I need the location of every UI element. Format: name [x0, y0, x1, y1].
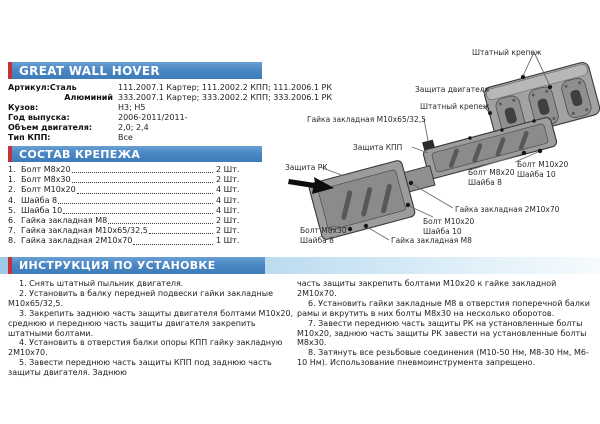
- spec-label: Тип КПП:: [8, 133, 51, 142]
- instruction-step: 5. Завести переднюю часть защиты КПП под заднюю часть защиты двигателя. Заднюю: [8, 358, 272, 378]
- fastener-row: [8, 216, 248, 226]
- instruction-step: 7. Завести переднюю часть защиты РК на установленные болты М10х20, заднюю часть защиты РК завести на установленные болты М8х30.: [297, 318, 587, 348]
- fastener-row: [8, 206, 248, 216]
- label-shayba-8-r: Шайба 8: [468, 178, 502, 187]
- fastener-qty: 2 Шт.: [216, 216, 240, 226]
- fastener-num: 1.: [8, 175, 16, 185]
- fastener-row: [8, 175, 248, 185]
- fastener-qty: 2 Шт.: [216, 175, 240, 185]
- fastener-list: [8, 165, 248, 247]
- fastener-num: 1.: [8, 165, 16, 174]
- fastener-name: Болт М8х30: [21, 175, 71, 185]
- label-bolt-m8x20: Болт М8х20: [468, 168, 515, 177]
- fastener-row: [8, 196, 248, 206]
- label-shayba-10-bottom: Шайба 10: [423, 227, 462, 236]
- brand-header-bar: [8, 62, 262, 79]
- installation-diagram: [278, 38, 600, 250]
- spec-label: Год выпуска:: [8, 113, 70, 122]
- dot-leader: [72, 182, 213, 183]
- spec-label: Артикул:Сталь: [8, 83, 77, 92]
- label-zashchita-dvigatelya: Защита двигателя: [415, 85, 489, 94]
- spec-label: Объем двигателя:: [8, 123, 93, 132]
- fastener-qty: 4 Шт.: [216, 195, 240, 205]
- spec-value: H3; H5: [118, 103, 146, 112]
- spec-value: 111.2007.1 Картер; 111.2002.2 КПП; 111.2006.1 РК: [118, 83, 333, 92]
- label-shayba-10-right: Шайба 10: [517, 170, 556, 179]
- instruction-step: 1. Снять штатный пыльник двигателя.: [19, 279, 184, 288]
- spec-label: Алюминий: [64, 93, 113, 102]
- instructions-title: ИНСТРУКЦИЯ ПО УСТАНОВКЕ: [19, 259, 216, 272]
- spec-value: Все: [118, 133, 133, 142]
- label-bolt-m10x20-bottom: Болт М10х20: [423, 217, 475, 226]
- label-shtatny-krepezh-mid: Штатный крепеж: [420, 102, 490, 111]
- fastener-num: 6.: [8, 216, 16, 226]
- fastener-name: Гайка закладная М8: [21, 216, 108, 226]
- spec-value: 333.2007.1 Картер; 333.2002.2 КПП; 333.2006.1 РК: [118, 93, 333, 102]
- fastener-num: 2.: [8, 185, 16, 195]
- label-shtatny-krepezh-top: Штатный крепеж: [472, 48, 542, 57]
- dot-leader: [58, 203, 213, 204]
- label-zashchita-rk: Защита РК: [285, 163, 328, 172]
- fasteners-header-bar: [8, 146, 262, 162]
- instructions-col-left: [8, 279, 294, 378]
- dot-leader: [149, 233, 213, 234]
- label-gayka-m8: Гайка закладная М8: [391, 236, 472, 245]
- fastener-name: Болт М8х20: [21, 165, 71, 174]
- dot-leader: [72, 172, 213, 173]
- instruction-step: 6. Установить гайки закладные М8 в отверстия поперечной балки рамы и вкрутить в них болты М8х30 на несколько оборотов.: [297, 298, 590, 318]
- dot-leader: [108, 223, 213, 224]
- spec-value: 2,0; 2,4: [118, 123, 149, 132]
- label-shayba-8-left: Шайба 8: [300, 236, 334, 245]
- fastener-num: 8.: [8, 236, 16, 246]
- fastener-name: Гайка закладная М10х65/32,5: [21, 226, 148, 236]
- dot-leader: [133, 244, 213, 245]
- label-gayka-m10x65: Гайка закладная М10х65/32,5: [307, 115, 426, 124]
- fastener-name: Гайка закладная 2М10х70: [21, 236, 133, 246]
- instruction-step: 8. Затянуть все резьбовые соединения (М10-50 Нм, М8-30 Нм, М6-10 Нм). Использование пневмоинструмента запрещено.: [297, 348, 589, 368]
- spec-value: 2006-2011/2011-: [118, 113, 188, 122]
- fastener-row: [8, 236, 248, 246]
- fastener-num: 4.: [8, 195, 16, 205]
- instruction-step: 2. Установить в балку передней подвески гайки закладные М10х65/32,5.: [8, 288, 274, 308]
- instructions-col-right: [297, 279, 595, 368]
- label-zashchita-kpp: Защита КПП: [353, 143, 403, 152]
- fastener-num: 7.: [8, 226, 16, 236]
- fastener-name: Шайба 8: [21, 195, 58, 205]
- instruction-step: 4. Установить в отверстия балки опоры КПП гайку закладную 2М10х70.: [8, 338, 283, 358]
- fastener-qty: 2 Шт.: [216, 226, 240, 236]
- instructions-header-bar: [8, 257, 265, 274]
- fastener-qty: 4 Шт.: [216, 205, 240, 215]
- fastener-row: [8, 165, 248, 175]
- fastener-name: Шайба 10: [21, 205, 63, 215]
- fasteners-title: СОСТАВ КРЕПЕЖА: [19, 147, 141, 161]
- spec-label: Кузов:: [8, 103, 39, 112]
- fastener-qty: 2 Шт.: [216, 165, 240, 174]
- instruction-step: 3. Закрепить заднюю часть защиты двигателя болтами М10х20, среднюю и переднюю часть защиты двигателя закрепить штатными болтами.: [8, 308, 294, 338]
- fastener-row: [8, 185, 248, 195]
- dot-leader: [63, 213, 213, 214]
- fastener-qty: 1 Шт.: [216, 236, 240, 246]
- dot-leader: [77, 193, 213, 194]
- label-bolt-m8x30: Болт М8х30: [300, 226, 347, 235]
- instruction-step: часть защиты закрепить болтами М10х20 к гайке закладной 2М10х70.: [297, 279, 557, 298]
- fastener-row: [8, 226, 248, 236]
- fastener-name: Болт М10х20: [21, 185, 76, 195]
- fastener-qty: 4 Шт.: [216, 185, 240, 195]
- label-gayka-2m10x70: Гайка закладная 2М10х70: [455, 205, 560, 214]
- fastener-num: 5.: [8, 205, 16, 215]
- label-bolt-m10x20-right: Болт М10х20: [517, 160, 569, 169]
- brand-title: GREAT WALL HOVER: [19, 63, 160, 78]
